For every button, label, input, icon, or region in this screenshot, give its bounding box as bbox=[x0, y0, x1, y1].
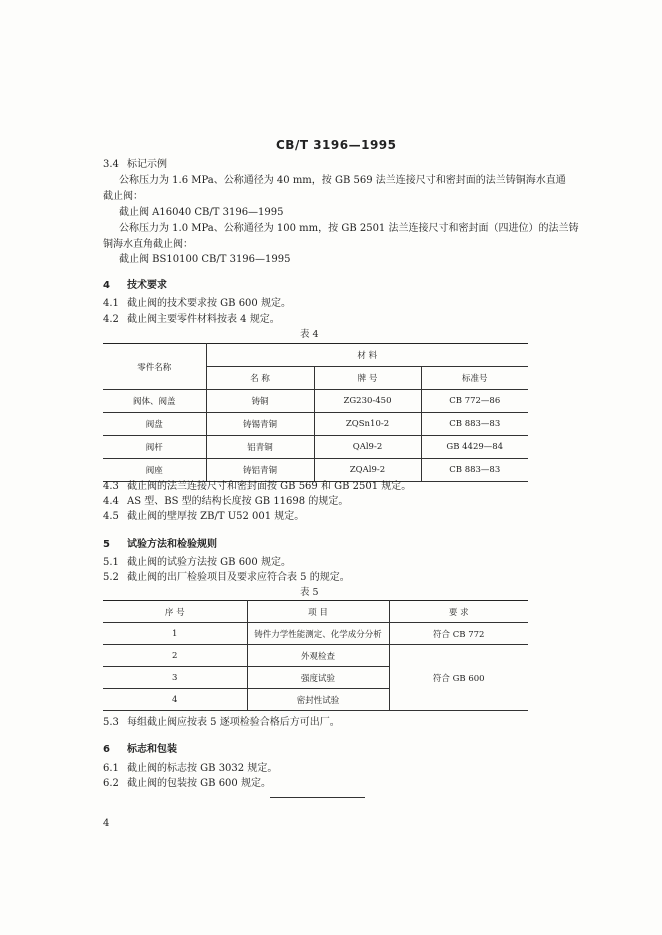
header-part-name: 零件名称 bbox=[103, 344, 206, 390]
clause-6-1 bbox=[103, 762, 277, 776]
paragraph: 公称压力为 1.6 MPa、公称通径为 40 mm，按 GB 569 法兰连接尺寸和密封面的法兰铸铜海水直通 bbox=[119, 175, 566, 186]
clause-5-3 bbox=[103, 716, 340, 730]
clause-5-1 bbox=[103, 556, 291, 570]
section-number: 6 bbox=[103, 744, 110, 755]
clause-number: 6.1 bbox=[103, 763, 119, 774]
section-number: 3.4 bbox=[103, 159, 119, 170]
clause-text: 截止阀的标志按 GB 3032 规定。 bbox=[127, 763, 278, 774]
cell-standard: GB 4429—84 bbox=[421, 436, 528, 459]
cell-grade: QAl9-2 bbox=[314, 436, 421, 459]
table-5-caption: 表 5 bbox=[300, 587, 319, 598]
section-3-4-heading bbox=[103, 158, 167, 172]
section-5-heading bbox=[103, 535, 217, 550]
table-row bbox=[103, 436, 528, 459]
cell-standard: CB 883—83 bbox=[421, 459, 528, 482]
marking-example: 截止阀 BS10100 CB/T 3196—1995 bbox=[119, 254, 291, 265]
cell-part: 阀座 bbox=[103, 459, 206, 482]
section-title: 标志和包装 bbox=[127, 744, 177, 755]
clause-4-4 bbox=[103, 495, 348, 509]
header-number: 序 号 bbox=[103, 601, 247, 623]
table-row bbox=[103, 645, 528, 667]
page-number: 4 bbox=[103, 818, 110, 829]
header-material: 材 料 bbox=[206, 344, 528, 367]
section-number: 4 bbox=[103, 280, 110, 291]
clause-6-2 bbox=[103, 777, 271, 791]
cell-part: 阀杆 bbox=[103, 436, 206, 459]
clause-number: 4.5 bbox=[103, 511, 119, 522]
cell-part: 阀体、阀盖 bbox=[103, 390, 206, 413]
table-row bbox=[103, 390, 528, 413]
cell-item: 铸件力学性能测定、化学成分分析 bbox=[247, 623, 389, 645]
clause-text: 截止阀的壁厚按 ZB/T U52 001 规定。 bbox=[127, 511, 305, 522]
paragraph: 公称压力为 1.0 MPa、公称通径为 100 mm，按 GB 2501 法兰连接尺寸和密封面（四进位）的法兰铸 bbox=[119, 223, 579, 234]
cell-part: 阀盘 bbox=[103, 413, 206, 436]
clause-number: 6.2 bbox=[103, 778, 119, 789]
marking-example: 截止阀 A16040 CB/T 3196—1995 bbox=[119, 207, 284, 218]
clause-text: AS 型、BS 型的结构长度按 GB 11698 的规定。 bbox=[127, 496, 349, 507]
clause-4-3 bbox=[103, 480, 411, 494]
end-rule bbox=[270, 797, 365, 798]
table-4 bbox=[103, 343, 528, 482]
cell-number: 1 bbox=[103, 623, 247, 645]
clause-text: 截止阀的出厂检验项目及要求应符合表 5 的规定。 bbox=[127, 572, 350, 583]
table-row bbox=[103, 413, 528, 436]
paragraph: 铜海水直角截止阀： bbox=[103, 239, 193, 250]
clause-4-5 bbox=[103, 510, 304, 524]
paragraph: 截止阀： bbox=[103, 191, 143, 202]
clause-text: 截止阀的法兰连接尺寸和密封面按 GB 569 和 GB 2501 规定。 bbox=[127, 481, 412, 492]
clause-text: 截止阀主要零件材料按表 4 规定。 bbox=[127, 314, 280, 325]
cell-name: 铸铝青铜 bbox=[206, 459, 314, 482]
document-header: CB/T 3196—1995 bbox=[276, 138, 397, 152]
cell-number: 4 bbox=[103, 689, 247, 711]
cell-item: 强度试验 bbox=[247, 667, 389, 689]
header-grade: 牌 号 bbox=[314, 367, 421, 390]
cell-grade: ZG230-450 bbox=[314, 390, 421, 413]
clause-number: 5.2 bbox=[103, 572, 119, 583]
clause-text: 截止阀的试验方法按 GB 600 规定。 bbox=[127, 557, 291, 568]
table-row bbox=[103, 623, 528, 645]
clause-number: 4.4 bbox=[103, 496, 119, 507]
cell-requirement-merged: 符合 GB 600 bbox=[389, 645, 528, 711]
clause-text: 每组截止阀应按表 5 逐项检验合格后方可出厂。 bbox=[127, 717, 340, 728]
clause-number: 4.3 bbox=[103, 481, 119, 492]
clause-4-1 bbox=[103, 297, 291, 311]
header-item: 项 目 bbox=[247, 601, 389, 623]
header-standard: 标准号 bbox=[421, 367, 528, 390]
cell-grade: ZQSn10-2 bbox=[314, 413, 421, 436]
section-title: 技术要求 bbox=[127, 280, 167, 291]
section-4-heading bbox=[103, 276, 167, 291]
cell-name: 铝青铜 bbox=[206, 436, 314, 459]
clause-text: 截止阀的技术要求按 GB 600 规定。 bbox=[127, 298, 291, 309]
cell-requirement: 符合 CB 772 bbox=[389, 623, 528, 645]
cell-standard: CB 883—83 bbox=[421, 413, 528, 436]
clause-text: 截止阀的包装按 GB 600 规定。 bbox=[127, 778, 271, 789]
clause-number: 4.1 bbox=[103, 298, 119, 309]
clause-number: 4.2 bbox=[103, 314, 119, 325]
clause-5-2 bbox=[103, 571, 350, 585]
cell-number: 2 bbox=[103, 645, 247, 667]
cell-standard: CB 772—86 bbox=[421, 390, 528, 413]
header-requirement: 要 求 bbox=[389, 601, 528, 623]
section-title: 试验方法和检验规则 bbox=[127, 539, 217, 550]
clause-number: 5.3 bbox=[103, 717, 119, 728]
section-title: 标记示例 bbox=[127, 159, 167, 170]
section-number: 5 bbox=[103, 539, 110, 550]
cell-item: 密封性试验 bbox=[247, 689, 389, 711]
clause-4-2 bbox=[103, 313, 280, 327]
table-5 bbox=[103, 600, 528, 711]
cell-grade: ZQAl9-2 bbox=[314, 459, 421, 482]
cell-name: 铸铜 bbox=[206, 390, 314, 413]
clause-number: 5.1 bbox=[103, 557, 119, 568]
table-row bbox=[103, 459, 528, 482]
table-4-caption: 表 4 bbox=[300, 329, 319, 340]
header-name: 名 称 bbox=[206, 367, 314, 390]
cell-number: 3 bbox=[103, 667, 247, 689]
section-6-heading bbox=[103, 740, 177, 755]
cell-item: 外观检查 bbox=[247, 645, 389, 667]
cell-name: 铸锡青铜 bbox=[206, 413, 314, 436]
